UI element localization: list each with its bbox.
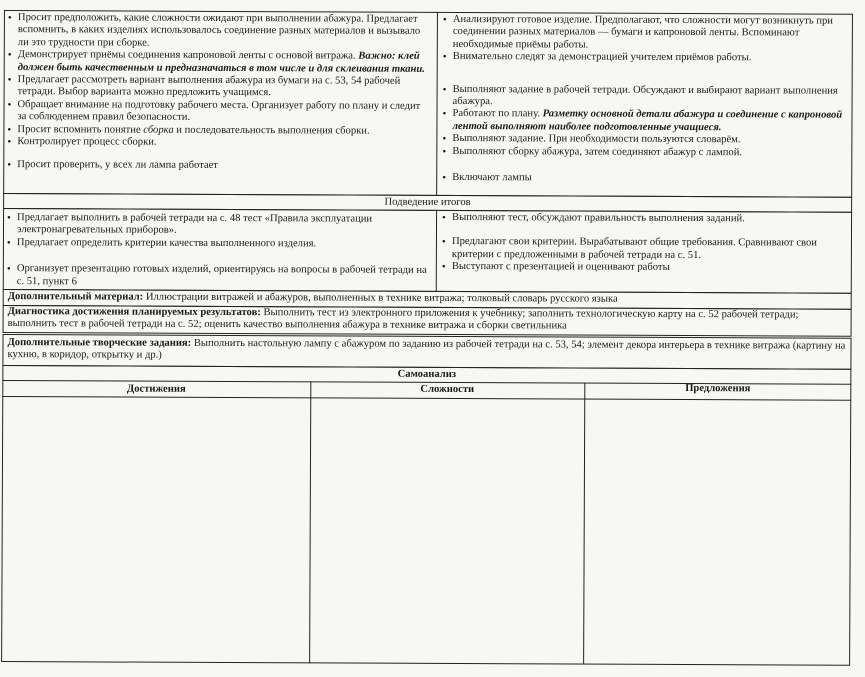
- column-header-difficulties: Сложности: [420, 383, 475, 396]
- item-text: Просит вспомнить понятие: [17, 123, 144, 136]
- teacher-action-item: [6, 49, 430, 76]
- teacher-actions-column: [5, 12, 430, 174]
- self-analysis-title: Самоанализ: [397, 368, 457, 380]
- item-text: Работают по плану.: [452, 108, 543, 120]
- item-term: сборка: [143, 124, 174, 136]
- column-header-achievements: Достижения: [126, 383, 186, 395]
- item-note: Важно: клей должен быть качественным и предназначаться в том числе и для склеивания ткани.: [17, 50, 425, 75]
- summary-student-item: • Выполняют тест, обсуждают правильность выполнения заданий.: [440, 212, 848, 226]
- teacher-action-item: • Просит проверить, у всех ли лампа работает: [5, 159, 429, 173]
- student-action-item: • Выполняют задание. При необходимости пользуются словарём.: [440, 133, 848, 147]
- creative-tasks-text: Выполнить настольную лампу с абажуром по заданию из рабочей тетради на с. 53, 54; элемент декора интерьера в технике витража (картину на кухню, в коридор, открытку и др.): [7, 337, 846, 362]
- student-action-item: • Выполняют задание в рабочей тетради. Обсуждают и выбирают вариант выполнения абажура.: [441, 84, 849, 111]
- item-text: Демонстрирует приёмы соединения капроновой ленты с основой витража.: [17, 49, 356, 62]
- item-note: Разметку основной детали абажура и соединение с капроновой лентой выполняют наиболее подготовленные учащиеся.: [452, 108, 843, 133]
- item-text: и последовательность выполнения сборки.: [173, 124, 370, 137]
- student-action-item: • Включают лампы: [440, 172, 848, 186]
- diagnostics-text: Выполнить тест из электронного приложения к учебнику; заполнить технологическую карту на с. 52 рабочей тетради; выполнить тест в рабочей тетради на с. 52; оценить качество выполнения абажура в технике витража и сборки светильника: [7, 307, 799, 332]
- summary-teacher-item: • Предлагает выполнить в рабочей тетради на с. 48 тест «Правила эксплуатации электронагревательных приборов».: [5, 212, 429, 239]
- summary-student-item: • Выступают с презентацией и оценивают работы: [440, 261, 848, 275]
- teacher-action-item: • Контролирует процесс сборки.: [5, 136, 429, 150]
- summary-title: Подведение итогов: [384, 196, 471, 209]
- teacher-action-item: • Предлагает рассмотреть вариант выполнения абажура из бумаги на с. 53, 54 рабочей тетради. Выбор варианта можно предложить учащимся.: [6, 74, 430, 101]
- summary-teacher-column: [5, 212, 429, 290]
- student-action-item: • Внимательно следят за демонстрацией учителем приёмов работы.: [441, 51, 849, 65]
- column-header-suggestions: Предложения: [685, 382, 751, 395]
- extra-material-label: Дополнительный материал:: [7, 291, 144, 303]
- summary-teacher-item: • Организует презентацию готовых изделий, ориентируясь на вопросы в рабочей тетради на с. 51, пункт 6: [5, 263, 429, 290]
- self-analysis-table: [1, 365, 851, 666]
- diagnostics-label: Диагностика достижения планируемых результатов:: [7, 306, 261, 319]
- student-action-item: • Выполняют сборку абажура, затем соединяют абажур с лампой.: [440, 146, 848, 160]
- summary-student-column: [440, 212, 848, 275]
- creative-tasks: [7, 337, 847, 365]
- diagnostics: [8, 306, 848, 334]
- creative-tasks-label: Дополнительные творческие задания:: [7, 337, 192, 349]
- summary-student-item: • Предлагают свои критерии. Вырабатывают общие требования. Сравнивают свои критерии с предложенными в рабочей тетради на с. 51.: [440, 236, 848, 263]
- teacher-action-item: • Обращает внимание на подготовку рабочего места. Организует работу по плану и следит за соблюдением правил безопасности.: [5, 99, 429, 126]
- student-action-item: • Анализируют готовое изделие. Предполагают, что сложности могут возникнуть при соединении разных материалов — бумаги и капроновой ленты. Вспоминают необходимые приёмы работы.: [441, 14, 849, 53]
- summary-teacher-item: • Предлагает определить критерии качества выполненного изделия.: [5, 237, 429, 251]
- student-actions-column: [440, 14, 849, 186]
- extra-material-text: Иллюстрации витражей и абажуров, выполненных в технике витража; толковый словарь русского языка: [143, 291, 618, 305]
- student-action-item: [440, 108, 848, 135]
- teacher-action-item: • Просит предположить, какие сложности ожидают при выполнении абажура. Предлагает вспомнить, в каких изделиях использовалось соединение разных материалов и вызывало ли это трудности при сборке.: [6, 12, 430, 51]
